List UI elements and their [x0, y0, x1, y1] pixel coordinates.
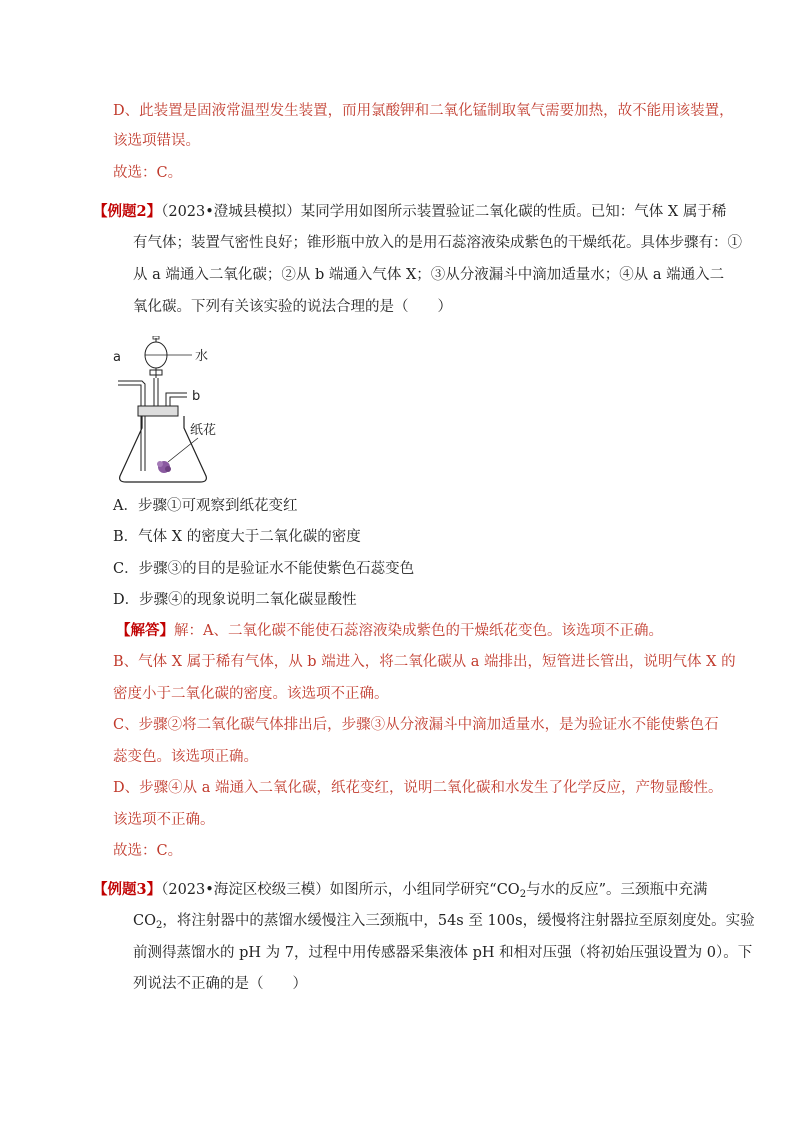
- example3-line3: 前测得蒸馏水的 pH 为 7，过程中用传感器采集液体 pH 和相对压强（将初始压强设置为 0）。下: [133, 945, 753, 961]
- example3-line1: 【例题3】（2023•海淀区校级三模）如图所示，小组同学研究“$CO_2$与水的反应”。三颈瓶中充满: [93, 881, 708, 900]
- solution-line5: 蕊变色。该选项正确。: [113, 749, 258, 765]
- label-b: b: [192, 389, 201, 404]
- example2-tag: 【例题2】: [93, 203, 162, 220]
- apparatus-diagram: [112, 336, 222, 486]
- label-a: a: [113, 350, 121, 365]
- solution-line7: 该选项不正确。: [113, 812, 215, 828]
- label-paper-flower: 纸花: [190, 423, 217, 438]
- apparatus-figure: [112, 336, 222, 486]
- solution-answer: 故选：C。: [113, 843, 183, 859]
- example3-tag: 【例题3】: [93, 881, 162, 898]
- option-d: D．步骤④的现象说明二氧化碳显酸性: [113, 592, 357, 608]
- prev-option-d-line2: 该选项错误。: [113, 133, 200, 149]
- example2-line2: 有气体；装置气密性良好；锥形瓶中放入的是用石蕊溶液染成紫色的干燥纸花。具体步骤有：①: [133, 235, 742, 251]
- example2-line4: 氧化碳。下列有关该实验的说法合理的是（ ）: [133, 299, 452, 315]
- rubber-stopper: [138, 406, 178, 416]
- example2-line3: 从 a 端通入二氧化碳；②从 b 端通入气体 X；③从分液漏斗中滴加适量水；④从 a 端通入二: [133, 267, 725, 283]
- option-a: A．步骤①可观察到纸花变红: [113, 498, 298, 514]
- solution-tag: 【解答】: [116, 622, 174, 639]
- prev-answer: 故选：C。: [113, 165, 183, 181]
- solution-line4: C、步骤②将二氧化碳气体排出后，步骤③从分液漏斗中滴加适量水，是为验证水不能使紫色石: [113, 717, 719, 733]
- option-b: B．气体 X 的密度大于二氧化碳的密度: [113, 529, 361, 545]
- solution-line2: B、气体 X 属于稀有气体，从 b 端进入，将二氧化碳从 a 端排出，短管进长管出，说明气体 X 的: [113, 654, 736, 670]
- solution-line6: D、步骤④从 a 端通入二氧化碳，纸花变红，说明二氧化碳和水发生了化学反应，产物显酸性。: [113, 780, 723, 796]
- example3-line2: $CO_2$，将注射器中的蒸馏水缓慢注入三颈瓶中，54s 至 100s，缓慢将注射器拉至原刻度处。实验: [133, 913, 755, 931]
- option-c: C．步骤③的目的是验证水不能使紫色石蕊变色: [113, 561, 415, 577]
- solution-line3: 密度小于二氧化碳的密度。该选项不正确。: [113, 686, 389, 702]
- example2-question: [93, 202, 726, 222]
- example3-line4: 列说法不正确的是（ ）: [133, 976, 307, 992]
- solution-line1: 【解答】解：A、二氧化碳不能使石蕊溶液染成紫色的干燥纸花变色。该选项不正确。: [116, 622, 663, 639]
- label-water: 水: [195, 349, 209, 364]
- example2-line1: （2023•澄城县模拟）某同学用如图所示装置验证二氧化碳的性质。已知：气体 X 属于稀: [161, 204, 727, 220]
- prev-option-d-line1: D、此装置是固液常温型发生装置，而用氯酸钾和二氧化锰制取氧气需要加热，故不能用该装置，: [113, 103, 734, 119]
